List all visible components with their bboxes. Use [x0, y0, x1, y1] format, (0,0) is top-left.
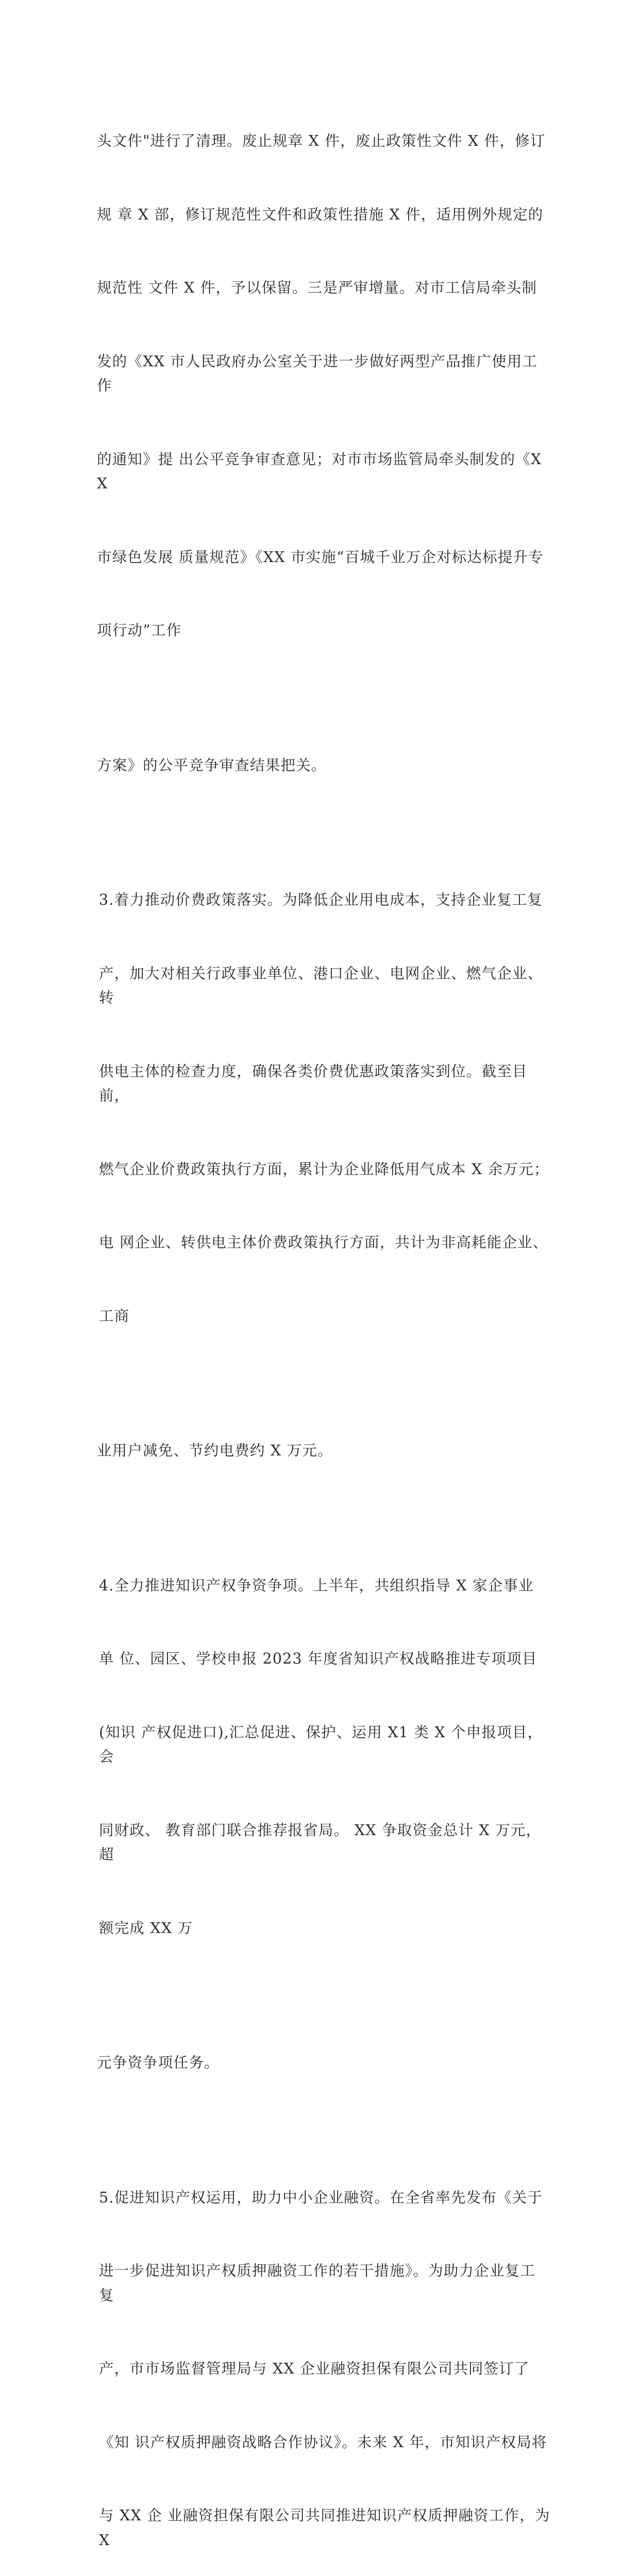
paragraph-review-cleanup [97, 80, 550, 692]
text-line: 5.促进知识产权运用，助力中小企业融资。在全省率先发布《关于 [99, 2185, 550, 2210]
text-line: 《知 识产权质押融资战略合作协议》。未来 X 年，市知识产权局将 [99, 2430, 550, 2455]
text-line: 市绿色发展 质量规范》《XX 市实施“百城千业万企对标达标提升专 [97, 545, 550, 570]
text-line: 产，市市场监督管理局与 XX 企业融资担保有限公司共同签订了 [99, 2357, 550, 2381]
paragraph-section-3 [97, 839, 550, 1377]
text-line: 同财政、 教育部门联合推荐报省局。 XX 争取资金总计 X 万元，超 [99, 1818, 550, 1867]
text-line: 单 位、园区、学校申报 2023 年度省知识产权战略推进专项项目 [99, 1647, 550, 1671]
text-line: 额完成 XX 万 [99, 1916, 550, 1941]
document-body [97, 80, 550, 2576]
text-line: 电 网企业、转供电主体价费政策执行方面，共计为非高耗能企业、 [99, 1230, 550, 1255]
text-line: 项行动”工作 [97, 618, 550, 643]
paragraph-section-5 [97, 2137, 550, 2576]
document-page [0, 0, 639, 904]
text-line: 与 XX 企 业融资担保有限公司共同推进知识产权质押融资工作，为 X [99, 2503, 550, 2552]
text-line: 业用户减免、节约电费约 X 万元。 [97, 1438, 550, 1463]
text-line: 3.着力推动价费政策落实。为降低企业用电成本，支持企业复工复 [99, 888, 550, 912]
text-line: 产，加大对相关行政事业单位、港口企业、电网企业、燃气企业、转 [99, 961, 550, 1010]
paragraph-continuation [97, 1389, 550, 1512]
text-line: 头文件"进行了清理。废止规章 X 件，废止政策性文件 X 件，修订 [97, 129, 550, 154]
text-line: 方案》的公平竞争审查结果把关。 [97, 753, 550, 778]
text-line: 规范性 文件 X 件，予以保留。三是严审增量。对市工信局牵头制 [97, 276, 550, 300]
text-line: 工商 [99, 1304, 550, 1329]
text-line: (知识 产权促进口),汇总促进、保护、运用 X1 类 X 个申报项目，会 [99, 1720, 550, 1769]
text-line: 4.全力推进知识产权争资争项。上半年，共组织指导 X 家企事业 [99, 1573, 550, 1598]
text-line: 发的《XX 市人民政府办公室关于进一步做好两型产品推广使用工作 [97, 349, 550, 398]
text-line: 进一步促进知识产权质押融资工作的若干措施》。为助力企业复工复 [99, 2259, 550, 2308]
paragraph-continuation [97, 2002, 550, 2124]
text-line: 燃气企业价费政策执行方面，累计为企业降低用气成本 X 余万元； [99, 1157, 550, 1182]
text-line: 的通知》提 出公平竞争审查意见；对市市场监管局牵头制发的《XX [97, 447, 550, 496]
paragraph-continuation [97, 704, 550, 827]
text-line: 规 章 X 部，修订规范性文件和政策性措施 X 件，适用例外规定的 [97, 202, 550, 227]
paragraph-section-4 [97, 1524, 550, 1990]
text-line: 供电主体的检查力度，确保各类价费优惠政策落实到位。截至目前， [99, 1059, 550, 1108]
text-line: 元争资争项任务。 [97, 2050, 550, 2075]
